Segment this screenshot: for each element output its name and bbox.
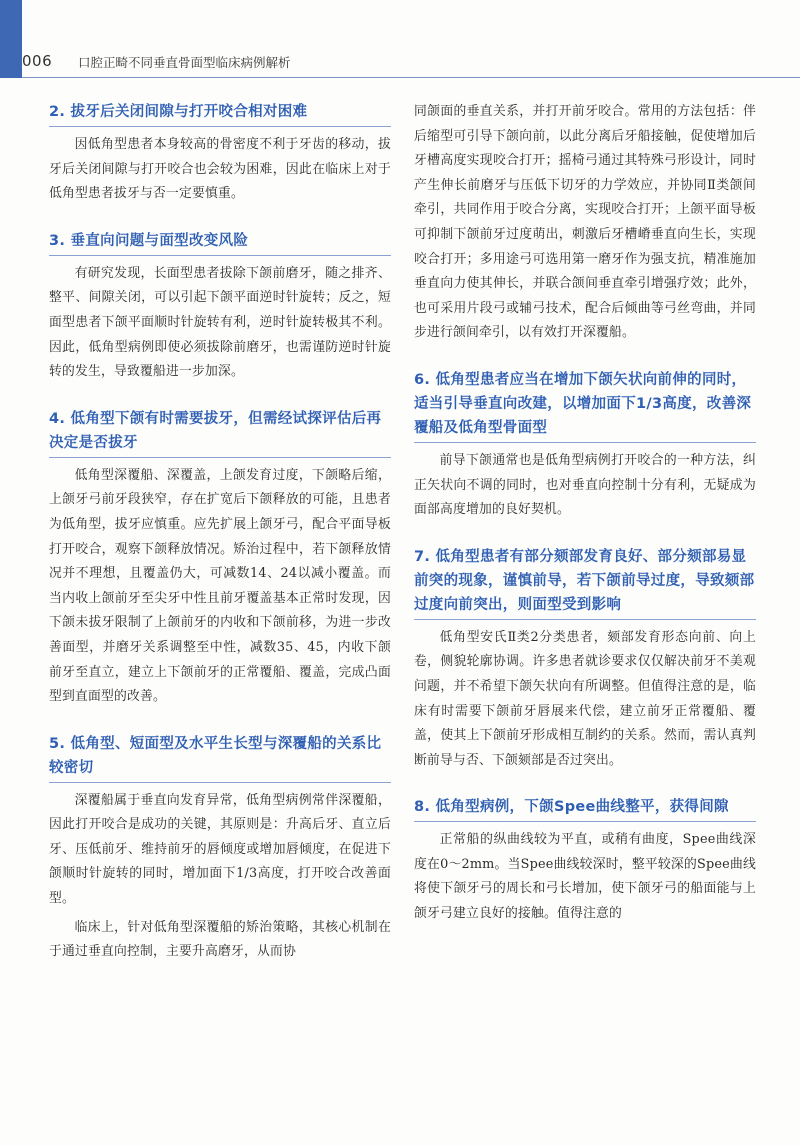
section-heading: 5. 低角型、短面型及水平生长型与深覆船的关系比较密切 [49, 732, 391, 783]
section-heading: 7. 低角型患者有部分颏部发育良好、部分颏部易显前突的现象，谨慎前导，若下颌前导过度，导致颏部过度向前突出，则面型受到影响 [414, 545, 756, 620]
section-8 [414, 795, 756, 926]
body-paragraph: 低角型深覆船、深覆盖，上颌发育过度，下颌略后缩，上颌牙弓前牙段狭窄，存在扩宽后下颌释放的可能，且患者为低角型，拔牙应慎重。应先扩展上颌牙弓，配合平面导板打开咬合，观察下颌释放情况。矫治过程中，若下颌释放情况并不理想，且覆盖仍大，可减数14、24以减小覆盖。而当内收上颌前牙至尖牙中性且前牙覆盖基本正常时发现，因下颌未拔牙限制了上颌前牙的内收和下颌前移，为进一步改善面型，并磨牙关系调整至中性，减数35、45，内收下颌前牙至直立，建立上下颌前牙的正常覆船、覆盖，完成凸面型到直面型的改善。 [49, 467, 391, 705]
section-6 [414, 368, 756, 523]
section-4 [49, 407, 391, 710]
body-paragraph: 正常船的纵曲线较为平直，或稍有曲度，Spee曲线深度在0～2mm。当Spee曲线较深时，整平较深的Spee曲线将使下颌牙弓的周长和弓长增加，使下颌牙弓的船面能与上颌牙弓建立良好的接触。值得注意的 [414, 832, 756, 922]
section-heading: 4. 低角型下颌有时需要拔牙，但需经试探评估后再决定是否拔牙 [49, 407, 391, 458]
running-title: 口腔正畸不同垂直骨面型临床病例解析 [78, 55, 291, 70]
section-5-continued [414, 100, 756, 346]
body-paragraph: 临床上，针对低角型深覆船的矫治策略，其核心机制在于通过垂直向控制，主要升高磨牙，从而协 [49, 919, 391, 960]
section-heading: 8. 低角型病例，下颌Spee曲线整平，获得间隙 [414, 795, 756, 822]
section-2 [49, 100, 391, 207]
left-column [49, 100, 391, 987]
page-number: 006 [22, 52, 53, 70]
section-heading: 6. 低角型患者应当在增加下颌矢状向前伸的同时，适当引导垂直向改建，以增加面下1/3高度，改善深覆船及低角型骨面型 [414, 368, 756, 443]
section-heading: 3. 垂直向问题与面型改变风险 [49, 229, 391, 256]
right-column [414, 100, 756, 949]
body-paragraph: 低角型安氏Ⅱ类2分类患者，颏部发育形态向前、向上卷，侧貌轮廓协调。许多患者就诊要求仅仅解决前牙不美观问题，并不希望下颌矢状向有所调整。但值得注意的是，临床有时需要下颌前牙唇展来代偿，建立前牙正常覆船、覆盖，使其上下颌前牙形成相互制约的关系。然而，需认真判断前导与否、下颌颏部是否过突出。 [414, 629, 756, 768]
body-paragraph: 深覆船属于垂直向发育异常，低角型病例常伴深覆船，因此打开咬合是成功的关键，其原则是：升高后牙、直立后牙、压低前牙、维持前牙的唇倾度或增加唇倾度，在促进下颌顺时针旋转的同时，增加面下1/3高度，打开咬合改善面型。 [49, 792, 391, 907]
section-5 [49, 732, 391, 965]
body-paragraph: 因低角型患者本身较高的骨密度不利于牙齿的移动，拔牙后关闭间隙与打开咬合也会较为困难，因此在临床上对于低角型患者拔牙与否一定要慎重。 [49, 137, 391, 202]
section-7 [414, 545, 756, 774]
header-rule [22, 77, 800, 78]
body-paragraph: 同颌面的垂直关系，并打开前牙咬合。常用的方法包括：伴后缩型可引导下颌向前，以此分离后牙船接触，促使增加后牙槽高度实现咬合打开；摇椅弓通过其特殊弓形设计，同时产生伸长前磨牙与压低下切牙的力学效应，并协同Ⅱ类颌间牵引，共同作用于咬合分离，实现咬合打开；上颌平面导板可抑制下颌前牙过度萌出，刺激后牙槽嵴垂直向生长，实现咬合打开；多用途弓可选用第一磨牙作为强支抗，精准施加垂直向力使其伸长，并联合颌间垂直牵引增强疗效；此外，也可采用片段弓或辅弓技术，配合后倾曲等弓丝弯曲，并同步进行颌间牵引，以有效打开深覆船。 [414, 104, 756, 341]
section-heading: 2. 拔牙后关闭间隙与打开咬合相对困难 [49, 100, 391, 127]
body-paragraph: 前导下颌通常也是低角型病例打开咬合的一种方法，纠正矢状向不调的同时，也对垂直向控制十分有利，无疑成为面部高度增加的良好契机。 [414, 452, 756, 518]
section-3 [49, 229, 391, 385]
body-paragraph: 有研究发现，长面型患者拔除下颌前磨牙，随之排齐、整平、间隙关闭，可以引起下颌平面逆时针旋转；反之，短面型患者下颌平面顺时针旋转有利，逆时针旋转极其不利。因此，低角型病例即使必须拔除前磨牙，也需谨防逆时针旋转的发生，导致覆船进一步加深。 [49, 265, 391, 380]
header-color-band [0, 0, 22, 78]
